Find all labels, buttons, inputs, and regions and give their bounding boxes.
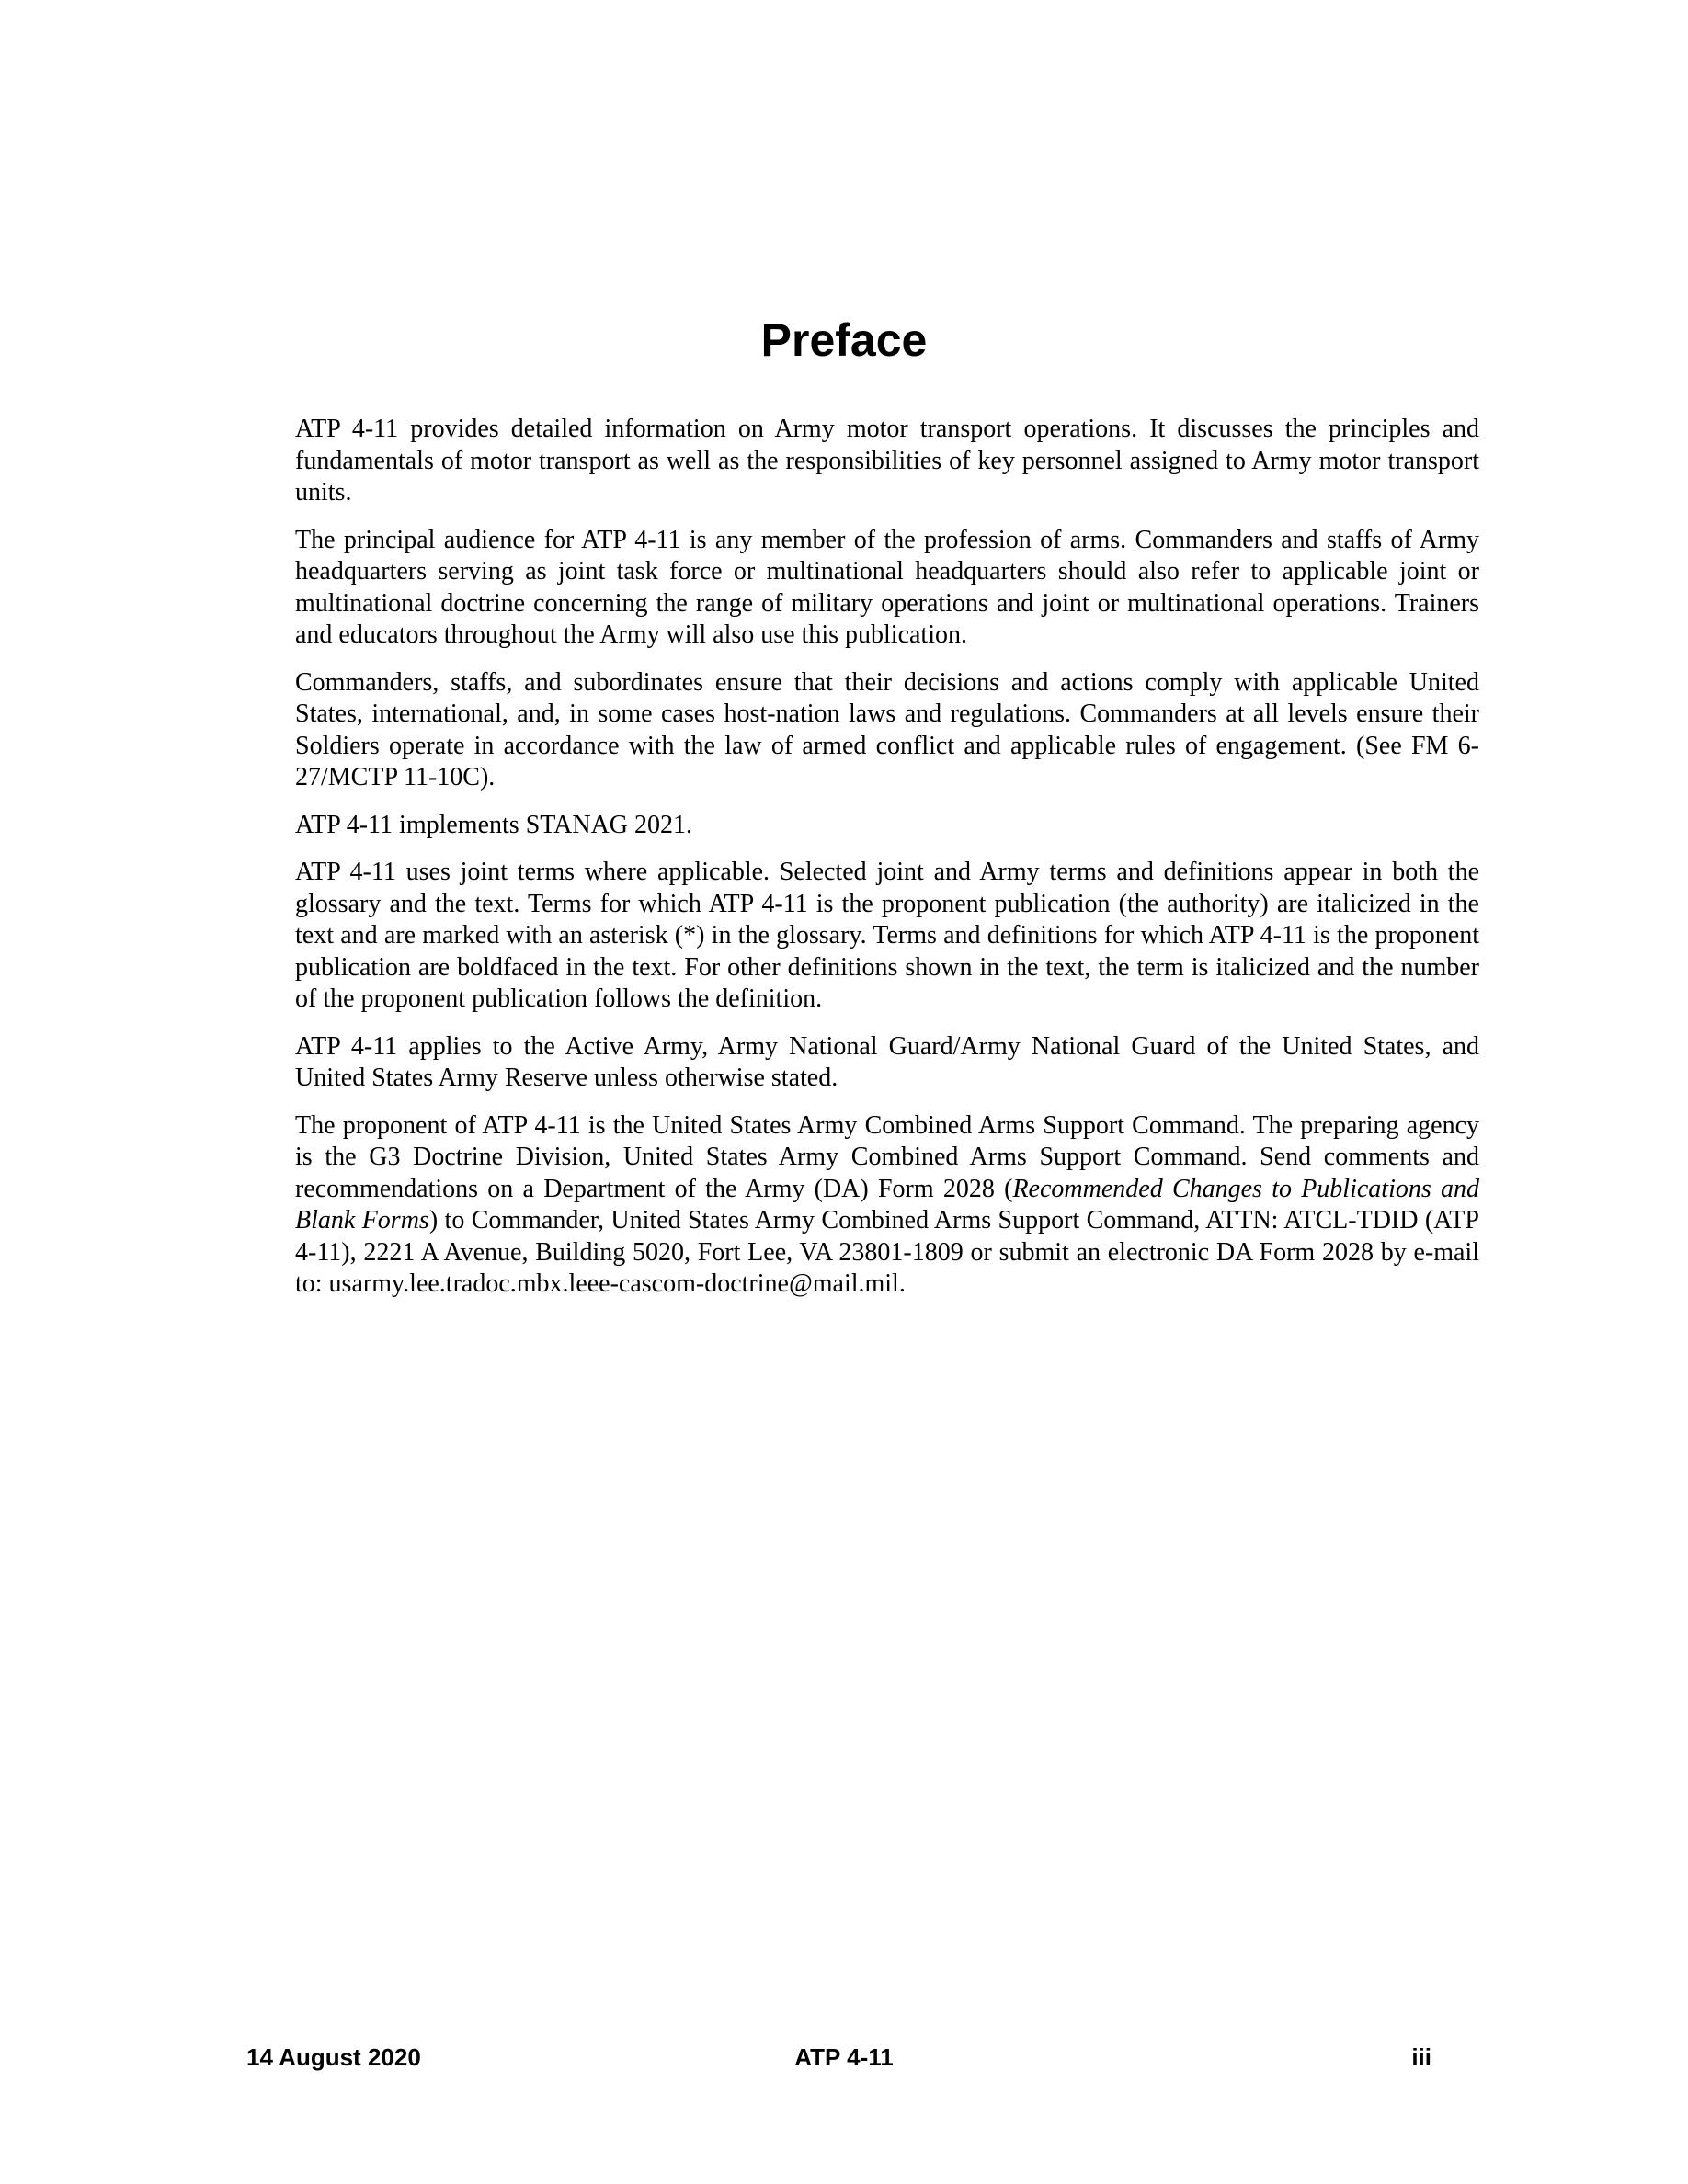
proponent-text-end: ) to Commander, United States Army Combined Arms Support Command, ATTN: ATCL-TDID (ATP 4-11), 2221 A Avenue, Building 5020, Fort Lee, VA 23801-1809 or submit an electronic DA Form 2028 by e-mail to: usarmy.lee.tradoc.mbx.leee-cascom-doctrine@mail.mil. xyxy=(295,1206,1479,1298)
preface-body xyxy=(295,414,1479,1316)
paragraph-stanag: ATP 4-11 implements STANAG 2021. xyxy=(295,810,693,839)
paragraph-overview: ATP 4-11 provides detailed information on Army motor transport operations. It discusses the principles and fundamentals of motor transport as well as the responsibilities of key personnel assigned to Army motor transport units. xyxy=(295,415,1479,506)
footer-date: 14 August 2020 xyxy=(246,2043,421,2071)
paragraph-applicability: ATP 4-11 applies to the Active Army, Army National Guard/Army National Guard of the United States, and United States Army Reserve unless otherwise stated. xyxy=(295,1031,1479,1092)
footer-page-number: iii xyxy=(1411,2043,1431,2071)
paragraph-terms: ATP 4-11 uses joint terms where applicable. Selected joint and Army terms and definitions appear in both the glossary and the text. Terms for which ATP 4-11 is the proponent publication (the authority) are italicized in the text and are marked with an asterisk (*) in the glossary. Terms and definitions for which ATP 4-11 is the proponent publication are boldfaced in the text. For other definitions shown in the text, the term is italicized and the number of the proponent publication follows the definition. xyxy=(295,858,1479,1013)
paragraph-audience: The principal audience for ATP 4-11 is any member of the profession of arms. Commanders and staffs of Army headquarters serving as joint task force or multinational headquarters should also refer to applicable joint or multinational doctrine concerning the range of military operations and joint or multinational operations. Trainers and educators throughout the Army will also use this publication. xyxy=(295,525,1479,649)
footer-publication: ATP 4-11 xyxy=(794,2043,894,2071)
proponent-text-start: The proponent of ATP 4-11 is the United States Army Combined Arms Support Command. The preparing agency is the G3 Doctrine Division, United States Army Combined Arms Support Command. Send comments and recommendations on a Department of the Army (DA) Form 2028 ( xyxy=(295,1110,1479,1203)
paragraph-proponent xyxy=(295,1110,1479,1301)
page-footer xyxy=(0,2039,1688,2076)
form-title-italic: Recommended Changes to Publications and Blank Forms xyxy=(295,1174,1479,1234)
page-title: Preface xyxy=(760,314,928,366)
paragraph-legal-compliance: Commanders, staffs, and subordinates ensure that their decisions and actions comply with applicable United States, international, and, in some cases host-nation laws and regulations. Commanders at all levels ensure their Soldiers operate in accordance with the law of armed conflict and applicable rules of engagement. (See FM 6-27/MCTP 11-10C). xyxy=(295,667,1479,791)
